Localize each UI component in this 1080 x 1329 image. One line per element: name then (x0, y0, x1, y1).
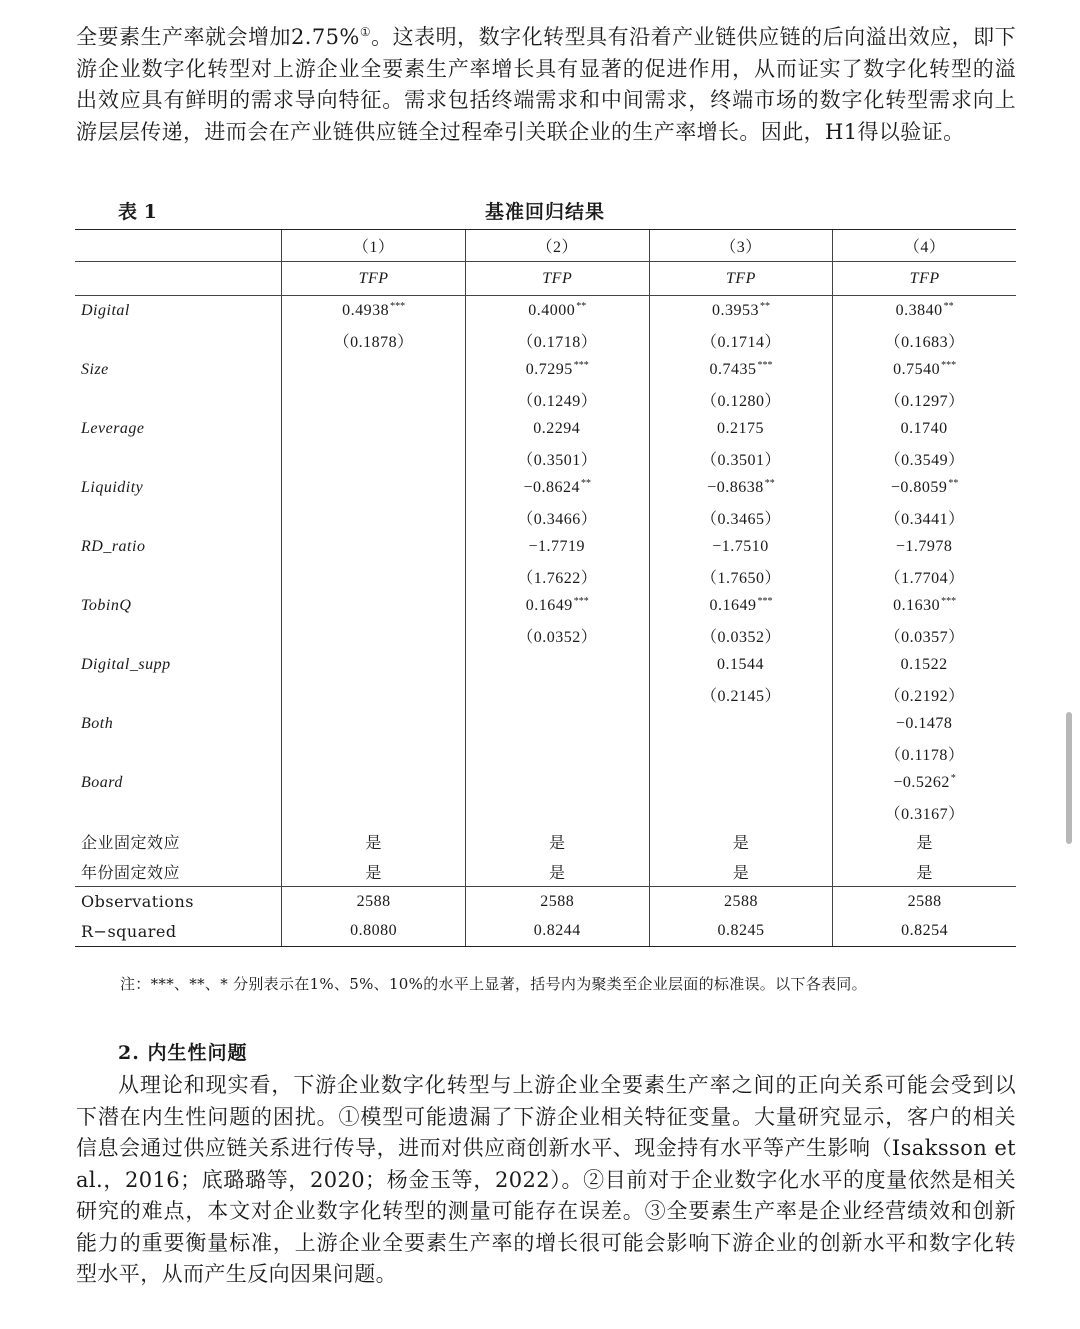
coef-cell (649, 296, 833, 326)
variable-name: TobinQ (81, 596, 132, 614)
coef-cell (649, 414, 833, 444)
blank-cell (75, 562, 282, 592)
coef-cell (282, 768, 466, 798)
se-cell: （0.1280） (649, 385, 833, 415)
coef-value: 0.2175 (716, 420, 764, 438)
regression-table (75, 229, 1016, 947)
coef-cell (833, 296, 1016, 326)
significance-stars: ** (948, 478, 959, 490)
coef-value: −0.5262 (893, 774, 950, 792)
coef-cell (282, 473, 466, 503)
coef-cell (282, 355, 466, 385)
se-cell: （0.2192） (833, 680, 1016, 710)
coef-cell (282, 532, 466, 562)
table-row (75, 827, 1016, 857)
significance-stars: ** (759, 301, 770, 313)
se-cell: （0.1249） (465, 385, 649, 415)
table-row (75, 650, 1016, 680)
coef-value: 0.1649 (525, 597, 573, 615)
coef-cell (833, 768, 1016, 798)
coef-cell (465, 709, 649, 739)
stat-value: 2588 (465, 887, 649, 917)
fixed-effect-value: 是 (833, 827, 1016, 857)
blank-cell (75, 444, 282, 474)
coef-cell (833, 355, 1016, 385)
intro-text-1: 全要素生产率就会增加2.75% (76, 25, 360, 49)
scrollbar-thumb[interactable] (1066, 712, 1072, 844)
table-row (75, 621, 1016, 651)
variable-name: Leverage (81, 419, 145, 437)
table-row (75, 887, 1016, 917)
table-row (75, 768, 1016, 798)
stat-value: 0.8254 (833, 917, 1016, 947)
significance-stars: ** (764, 478, 775, 490)
coef-cell (465, 532, 649, 562)
se-cell: （0.3466） (465, 503, 649, 533)
significance-stars: *** (941, 596, 957, 608)
fixed-effect-value: 是 (649, 857, 833, 887)
variable-name: Size (81, 360, 109, 378)
se-cell: （0.3501） (465, 444, 649, 474)
coef-cell (649, 532, 833, 562)
blank-cell (75, 739, 282, 769)
coef-cell (465, 414, 649, 444)
table-row (75, 798, 1016, 828)
header-blank (75, 262, 282, 296)
coef-value: 0.1740 (900, 420, 948, 438)
se-cell (282, 621, 466, 651)
significance-stars: * (950, 773, 956, 785)
blank-cell (75, 680, 282, 710)
intro-text-2: 。这表明，数字化转型具有沿着产业链供应链的后向溢出效应，即下游企业数字化转型对上游企业全要素生产率增长具有显著的促进作用，从而证实了数字化转型的溢出效应具有鲜明的需求导向特征。需求包括终端需求和中间需求，终端市场的数字化转型需求向上游层层传递，进而会在产业链供应链全过程牵引关联企业的生产率增长。因此，H1得以验证。 (76, 25, 1016, 144)
column-header: （2） (465, 230, 649, 262)
table-title: 基准回归结果 (484, 201, 605, 223)
table-row (75, 532, 1016, 562)
fixed-effect-name: 企业固定效应 (81, 833, 181, 853)
blank-cell (75, 503, 282, 533)
se-cell: （0.0357） (833, 621, 1016, 651)
coef-cell (465, 591, 649, 621)
footnote-mark[interactable]: ① (359, 25, 372, 39)
se-cell: （0.1718） (465, 326, 649, 356)
coef-value: 0.1544 (716, 656, 764, 674)
coef-cell (282, 709, 466, 739)
table-row (75, 562, 1016, 592)
table-row (75, 680, 1016, 710)
significance-stars: ** (576, 301, 587, 313)
table-row (75, 739, 1016, 769)
se-cell (465, 798, 649, 828)
table-row (75, 230, 1016, 262)
coef-value: −1.7978 (895, 538, 953, 556)
variable-name: Liquidity (81, 478, 144, 496)
blank-cell (75, 385, 282, 415)
section-paragraph: 从理论和现实看，下游企业数字化转型与上游企业全要素生产率之间的正向关系可能会受到以下潜在内生性问题的困扰。①模型可能遗漏了下游企业相关特征变量。大量研究显示，客户的相关信息会通过供应链关系进行传导，进而对供应商创新水平、现金持有水平等产生影响（Isaksson et al.，2016；底璐璐等，2020；杨金玉等，2022）。②目前对于企业数字化水平的度量依然是相关研究的难点，本文对企业数字化转型的测量可能存在误差。③全要素生产率是企业经营绩效和创新能力的重要衡量标准，上游企业全要素生产率的增长很可能会影响下游企业的创新水平和数字化转型水平，从而产生反向因果问题。 (76, 1073, 1016, 1286)
se-cell: （1.7704） (833, 562, 1016, 592)
fixed-effect-value: 是 (282, 827, 466, 857)
table-row (75, 473, 1016, 503)
table-row (75, 385, 1016, 415)
coef-value: −0.8638 (707, 479, 764, 497)
significance-stars: *** (573, 596, 589, 608)
significance-stars: *** (390, 301, 406, 313)
se-cell: （0.2145） (649, 680, 833, 710)
table-row (75, 414, 1016, 444)
table-row (75, 444, 1016, 474)
coef-value: 0.3840 (895, 302, 943, 320)
variable-name: Both (81, 714, 114, 732)
se-cell (282, 798, 466, 828)
coef-cell (282, 414, 466, 444)
table-row (75, 355, 1016, 385)
coef-cell (465, 650, 649, 680)
se-cell (465, 680, 649, 710)
coef-cell (282, 591, 466, 621)
coef-value: 0.1522 (900, 656, 948, 674)
fixed-effect-name: 年份固定效应 (81, 862, 181, 882)
se-cell (282, 385, 466, 415)
se-cell: （0.3501） (649, 444, 833, 474)
se-cell: （0.3167） (833, 798, 1016, 828)
coef-value: −0.1478 (895, 715, 953, 733)
coef-cell (833, 591, 1016, 621)
coef-cell (833, 709, 1016, 739)
dep-var-header: TFP (465, 262, 649, 296)
coef-cell (465, 355, 649, 385)
table-row (75, 296, 1016, 326)
coef-value: 0.7435 (709, 361, 757, 379)
coef-cell (649, 709, 833, 739)
se-cell (649, 798, 833, 828)
dep-var-header: TFP (833, 262, 1016, 296)
se-cell: （1.7622） (465, 562, 649, 592)
se-cell: （0.1297） (833, 385, 1016, 415)
table-row (75, 262, 1016, 296)
variable-name: Digital (75, 296, 282, 326)
coef-value: 0.4938 (342, 302, 390, 320)
se-cell: （0.0352） (465, 621, 649, 651)
fixed-effect-value: 是 (465, 857, 649, 887)
fixed-effect-value: 是 (465, 827, 649, 857)
se-cell (465, 739, 649, 769)
coef-value: 0.3953 (711, 302, 759, 320)
se-cell: （0.1178） (833, 739, 1016, 769)
significance-stars: *** (757, 360, 773, 372)
coef-cell (282, 650, 466, 680)
se-cell: （0.1683） (833, 326, 1016, 356)
significance-stars: ** (581, 478, 592, 490)
se-cell: （0.1878） (282, 326, 466, 356)
table-row (75, 709, 1016, 739)
se-cell: （0.0352） (649, 621, 833, 651)
table-row (75, 503, 1016, 533)
se-cell (282, 680, 466, 710)
coef-cell (833, 650, 1016, 680)
coef-cell (465, 473, 649, 503)
coef-cell (465, 296, 649, 326)
section-heading: 2. 内生性问题 (118, 1042, 248, 1064)
coef-cell (649, 768, 833, 798)
se-cell: （0.3441） (833, 503, 1016, 533)
dep-var-header: TFP (649, 262, 833, 296)
stat-value: 2588 (833, 887, 1016, 917)
stat-name: Observations (75, 887, 282, 917)
stat-value: 0.8244 (465, 917, 649, 947)
coef-cell (833, 473, 1016, 503)
table-row (75, 857, 1016, 887)
coef-value: −0.8624 (523, 479, 581, 497)
table-row (75, 917, 1016, 947)
table-row (75, 591, 1016, 621)
blank-cell (75, 798, 282, 828)
coef-value: 0.1649 (709, 597, 757, 615)
table-row (75, 326, 1016, 356)
se-cell (649, 739, 833, 769)
coef-value: 0.7540 (893, 361, 941, 379)
table-note: 注：***、**、* 分别表示在1%、5%、10%的水平上显著，括号内为聚类至企业层面的标准误。以下各表同。 (120, 975, 867, 993)
stat-value: 2588 (649, 887, 833, 917)
fixed-effect-value: 是 (282, 857, 466, 887)
significance-stars: *** (941, 360, 957, 372)
significance-stars: ** (943, 301, 954, 313)
column-header: （1） (282, 230, 466, 262)
se-cell: （0.3465） (649, 503, 833, 533)
coef-cell (649, 355, 833, 385)
coef-cell (833, 532, 1016, 562)
blank-cell (75, 621, 282, 651)
coef-cell (649, 650, 833, 680)
coef-value: 0.1630 (893, 597, 941, 615)
se-cell (282, 739, 466, 769)
coef-value: 0.4000 (528, 302, 576, 320)
se-cell (282, 562, 466, 592)
se-cell: （0.3549） (833, 444, 1016, 474)
intro-paragraph (76, 17, 1016, 148)
variable-name: Board (81, 773, 123, 791)
coef-value: −1.7719 (528, 538, 586, 556)
blank-cell (75, 326, 282, 356)
header-blank (75, 230, 282, 262)
coef-cell (282, 296, 466, 326)
variable-name: Digital_supp (81, 655, 171, 673)
fixed-effect-value: 是 (649, 827, 833, 857)
se-cell (282, 503, 466, 533)
variable-name: RD_ratio (81, 537, 146, 555)
se-cell (282, 444, 466, 474)
dep-var-header: TFP (282, 262, 466, 296)
coef-cell (649, 473, 833, 503)
coef-cell (465, 768, 649, 798)
fixed-effect-value: 是 (833, 857, 1016, 887)
column-header: （4） (833, 230, 1016, 262)
significance-stars: *** (573, 360, 589, 372)
stat-value: 2588 (282, 887, 466, 917)
se-cell: （1.7650） (649, 562, 833, 592)
coef-value: −1.7510 (712, 538, 769, 556)
coef-value: 0.2294 (533, 420, 581, 438)
column-header: （3） (649, 230, 833, 262)
se-cell: （0.1714） (649, 326, 833, 356)
coef-value: 0.7295 (525, 361, 573, 379)
stat-value: 0.8245 (649, 917, 833, 947)
coef-cell (833, 414, 1016, 444)
significance-stars: *** (757, 596, 773, 608)
stat-value: 0.8080 (282, 917, 466, 947)
stat-name: R−squared (75, 917, 282, 947)
table-label: 表 1 (118, 201, 157, 223)
coef-value: −0.8059 (890, 479, 948, 497)
coef-cell (649, 591, 833, 621)
